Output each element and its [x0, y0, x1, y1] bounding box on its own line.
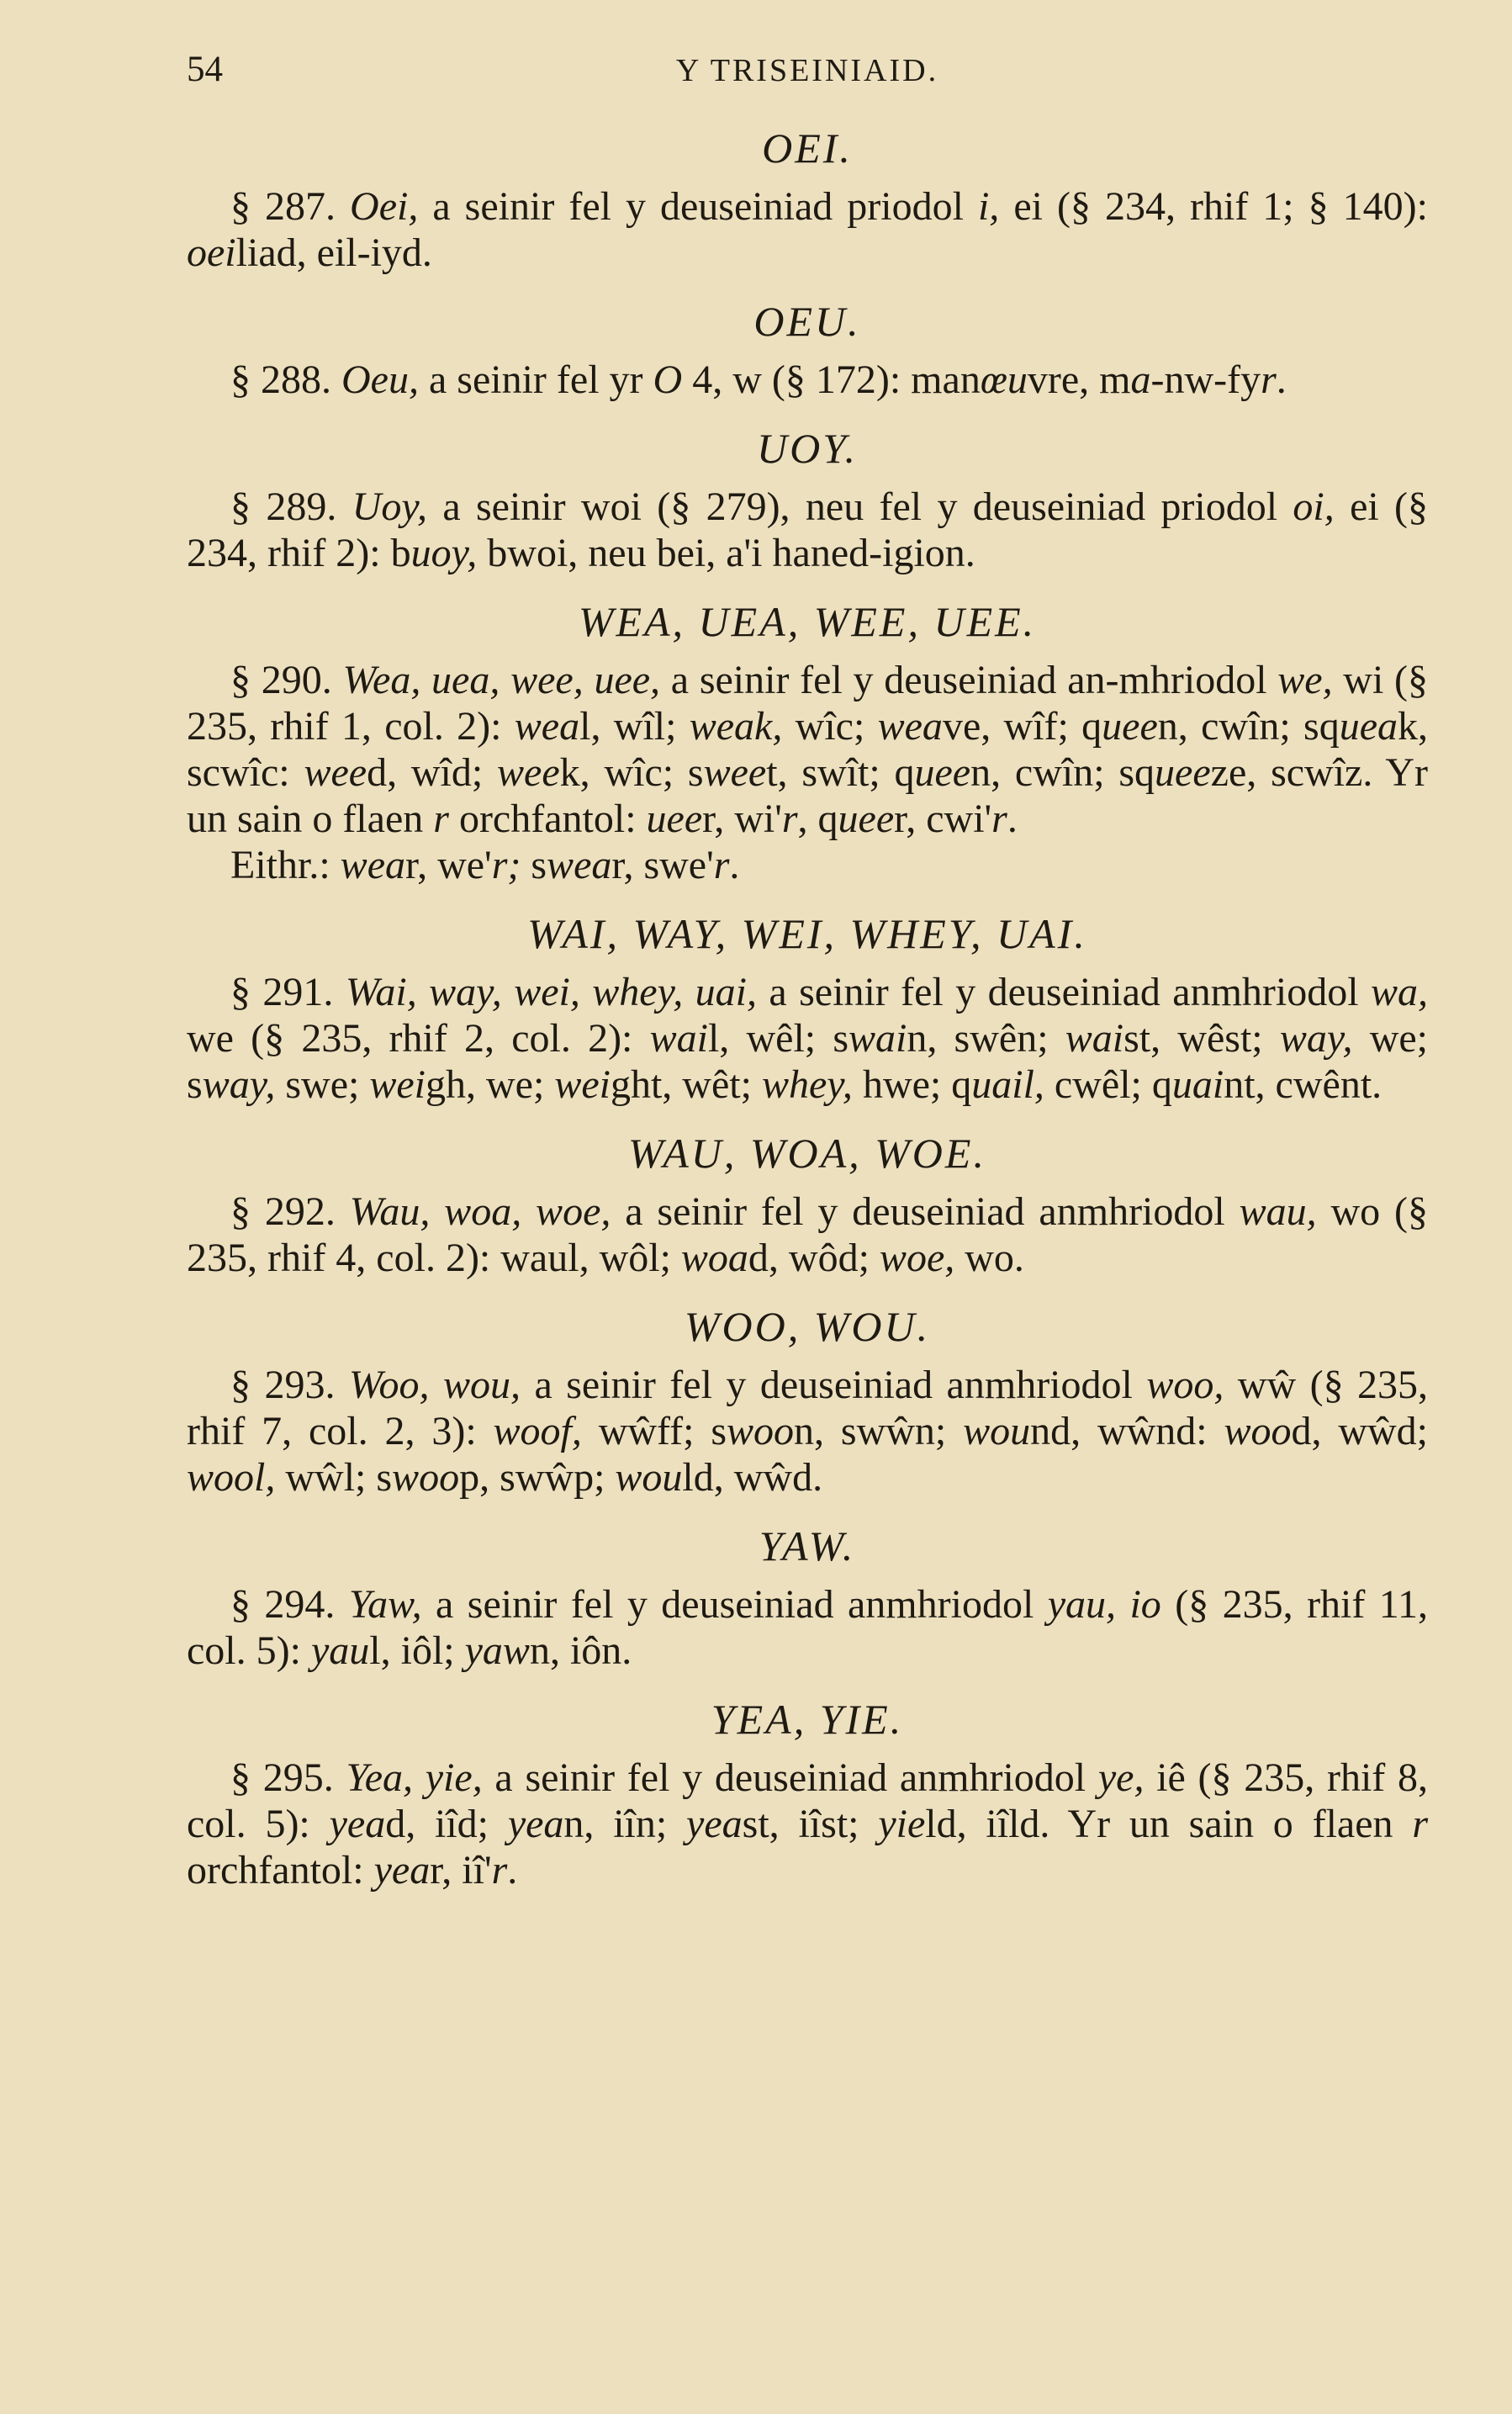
text-run: ei (§ 234, rhif 2): b — [187, 484, 1429, 575]
text-run: ght, wêt; — [610, 1062, 762, 1107]
italic-text: uea — [1339, 704, 1398, 749]
text-run: a seinir fel y deuseiniad anmhriodol — [611, 1189, 1240, 1234]
text-run: d, wôd; — [748, 1236, 880, 1280]
italic-text: uee — [838, 797, 895, 841]
italic-text: r — [781, 797, 798, 841]
text-run: wo. — [954, 1236, 1024, 1280]
page-body — [187, 123, 1428, 1893]
text-run: § 294. — [230, 1582, 349, 1627]
text-run: iê (§ 235, rhif 8, col. 5): — [187, 1755, 1429, 1846]
text-run: st, wêst; — [1123, 1016, 1280, 1061]
italic-text: woof, — [493, 1409, 582, 1453]
text-run: nd, wŵnd: — [1030, 1409, 1224, 1453]
section-heading: YAW. — [759, 1522, 856, 1570]
text-run: 4, w (§ 172): man — [682, 357, 981, 402]
text-run: a seinir fel y deuseiniad priodol — [418, 184, 978, 229]
text-run: a seinir woi (§ 279), neu fel y deuseiniad priodol — [427, 484, 1293, 529]
text-run: r, swe' — [611, 843, 714, 887]
text-run: we (§ 235, rhif 2, col. 2): — [187, 1016, 650, 1061]
italic-text: yau, — [1047, 1582, 1117, 1627]
text-run: vre, m — [1027, 357, 1131, 402]
italic-text: woa — [680, 1236, 748, 1280]
text-run: n, iôn. — [529, 1628, 632, 1673]
text-run: a seinir fel yr — [418, 357, 653, 402]
paragraph — [187, 183, 1428, 276]
text-run: nt, cwênt. — [1224, 1062, 1382, 1107]
italic-text: uoy, — [410, 531, 478, 575]
italic-text: a — [1130, 357, 1151, 402]
text-run: orchfantol: — [448, 797, 647, 841]
section-heading: UOY. — [757, 425, 858, 472]
text-run: ze, scwîz. Yr un sain o flaen — [187, 750, 1429, 841]
section-heading: WAU, WOA, WOE. — [628, 1130, 986, 1177]
italic-text: yea — [686, 1802, 743, 1846]
text-run: r, wi' — [702, 797, 782, 841]
italic-text: r — [1412, 1802, 1429, 1846]
text-run: a seinir fel y deuseiniad anmhriodol — [520, 1363, 1147, 1407]
text-run: liad, eil-iyd. — [235, 230, 432, 275]
text-run: n, cwîn; sq — [1157, 704, 1340, 749]
text-run: ld, wŵd. — [682, 1455, 823, 1500]
text-run: n, swŵn; — [794, 1409, 964, 1453]
paragraph — [187, 1581, 1428, 1674]
text-run: n, iîn; — [563, 1802, 687, 1846]
text-run: Eithr.: — [230, 843, 341, 887]
text-run: k, wîc; s — [559, 750, 704, 795]
text-run: n, cwîn; sq — [970, 750, 1155, 795]
italic-text: woe, — [879, 1236, 955, 1280]
text-run: r, iî' — [430, 1848, 492, 1893]
text-run: wi (§ 235, rhif 1, col. 2): — [187, 658, 1429, 749]
text-run: orchfantol: — [187, 1848, 374, 1893]
italic-text: uee — [914, 750, 971, 795]
italic-text: wee — [304, 750, 367, 795]
text-run: gh, we; — [426, 1062, 555, 1107]
italic-text: wai — [1065, 1016, 1124, 1061]
italic-text: wei — [369, 1062, 426, 1107]
italic-text: Oei, — [350, 184, 419, 229]
text-run: k, scwîc: — [187, 704, 1429, 795]
italic-text: wa, — [1370, 970, 1428, 1014]
italic-text: yaw — [464, 1628, 530, 1673]
text-run: (§ 235, rhif 11, col. 5): — [187, 1582, 1429, 1673]
text-run: § 289. — [230, 484, 352, 529]
italic-text: wea — [514, 704, 580, 749]
italic-text: weak, — [689, 704, 783, 749]
section-heading: OEU. — [753, 298, 861, 345]
text-run: l, wîl; — [579, 704, 690, 749]
text-run: a seinir fel y deuseiniad anmhriodol — [421, 1582, 1048, 1627]
italic-text: io — [1129, 1582, 1161, 1627]
text-run: d, iîd; — [385, 1802, 508, 1846]
italic-text: O — [653, 357, 683, 402]
text-run: a seinir fel y deuseiniad an-mhriodol — [660, 658, 1278, 702]
italic-text: r; — [491, 843, 521, 887]
text-run: . — [729, 843, 740, 887]
italic-text: Wai, way, wei, whey, uai, — [345, 970, 757, 1014]
section-heading: WEA, UEA, WEE, UEE. — [578, 598, 1037, 645]
page-number: 54 — [187, 50, 223, 89]
italic-text: wee — [497, 750, 560, 795]
text-run: § 295. — [230, 1755, 346, 1800]
text-run: hwe; q — [852, 1062, 972, 1107]
italic-text: wee — [703, 750, 767, 795]
text-run — [1116, 1582, 1129, 1627]
italic-text: wea — [547, 843, 612, 887]
italic-text: uee — [1102, 704, 1158, 749]
italic-text: wai — [849, 1016, 907, 1061]
text-run: . — [1276, 357, 1287, 402]
text-run: t, swît; q — [766, 750, 915, 795]
italic-text: yea — [373, 1848, 431, 1893]
italic-text: oi, — [1293, 484, 1335, 529]
italic-text: Oeu, — [341, 357, 419, 402]
paragraph — [187, 969, 1428, 1108]
italic-text: Wau, woa, woe, — [349, 1189, 611, 1234]
italic-text: r — [491, 1848, 508, 1893]
text-run: wîc; — [782, 704, 878, 749]
italic-text: wou — [615, 1455, 683, 1500]
text-run: n, swên; — [907, 1016, 1065, 1061]
text-run: § 293. — [230, 1363, 349, 1407]
text-run: l, iôl; — [369, 1628, 465, 1673]
text-run: a seinir fel y deuseiniad anmhriodol — [757, 970, 1371, 1014]
italic-text: wea — [877, 704, 943, 749]
italic-text: œu — [980, 357, 1028, 402]
italic-text: r — [1261, 357, 1277, 402]
running-title: Y TRISEINIAID. — [675, 53, 939, 88]
italic-text: wou — [963, 1409, 1031, 1453]
italic-text: woo — [727, 1409, 795, 1453]
italic-text: wea — [340, 843, 405, 887]
text-run: s — [521, 843, 547, 887]
text-run: ve, wîf; q — [942, 704, 1102, 749]
text-run: § 288. — [230, 357, 341, 402]
italic-text: oei — [187, 230, 236, 275]
italic-text: wool, — [187, 1455, 276, 1500]
text-run: d, wŵd; — [1291, 1409, 1429, 1453]
paragraph — [187, 1362, 1428, 1501]
text-run: -nw-fy — [1150, 357, 1261, 402]
italic-text: woo — [392, 1455, 460, 1500]
italic-text: Yea, yie, — [346, 1755, 483, 1800]
paragraph — [187, 1755, 1428, 1893]
italic-text: woo, — [1146, 1363, 1224, 1407]
italic-text: Yaw, — [348, 1582, 422, 1627]
text-run: . — [1007, 797, 1018, 841]
italic-text: we, — [1277, 658, 1333, 702]
text-run: we; s — [187, 1016, 1428, 1107]
italic-text: wei — [554, 1062, 611, 1107]
italic-text: uail, — [971, 1062, 1044, 1107]
paragraph — [187, 657, 1428, 842]
text-run: swe; — [275, 1062, 370, 1107]
italic-text: way, — [202, 1062, 276, 1107]
italic-text: uai — [1171, 1062, 1224, 1107]
section-heading: YEA, YIE. — [711, 1696, 904, 1743]
text-run: wŵ (§ 235, rhif 7, col. 2, 3): — [187, 1363, 1429, 1453]
text-run: . — [507, 1848, 518, 1893]
text-run: st, iîst; — [742, 1802, 879, 1846]
text-run: § 287. — [230, 184, 351, 229]
paragraph — [187, 842, 1428, 888]
text-run: r, we' — [405, 843, 492, 887]
italic-text: yau — [310, 1628, 370, 1673]
italic-text: uee — [646, 797, 703, 841]
italic-text: Uoy, — [352, 484, 427, 529]
text-run: l, wêl; s — [707, 1016, 849, 1061]
italic-text: yie — [878, 1802, 926, 1846]
paragraph — [187, 357, 1428, 403]
text-run: § 290. — [230, 658, 343, 702]
italic-text: Woo, wou, — [348, 1363, 521, 1407]
text-run: wo (§ 235, rhif 4, col. 2): waul, wôl; — [187, 1189, 1428, 1280]
text-run: § 291. — [230, 970, 346, 1014]
italic-text: wai — [649, 1016, 708, 1061]
text-run: a seinir fel y deuseiniad anmhriodol — [482, 1755, 1098, 1800]
italic-text: i, — [977, 184, 1000, 229]
text-run: ei (§ 234, rhif 1; § 140): — [999, 184, 1428, 229]
italic-text: uee — [1155, 750, 1211, 795]
italic-text: yea — [507, 1802, 564, 1846]
paragraph — [187, 484, 1428, 576]
text-run: wŵff; s — [581, 1409, 727, 1453]
text-run: cwêl; q — [1044, 1062, 1172, 1107]
italic-text: Wea, uea, wee, uee, — [342, 658, 661, 702]
text-run: r, cwi' — [894, 797, 992, 841]
text-run: , q — [797, 797, 838, 841]
italic-text: r — [713, 843, 730, 887]
text-run: p, swŵp; — [459, 1455, 616, 1500]
section-heading: OEI. — [762, 124, 853, 172]
text-run: bwoi, neu bei, a'i haned-igion. — [477, 531, 975, 575]
italic-text: woo — [1224, 1409, 1292, 1453]
italic-text: ye, — [1097, 1755, 1145, 1800]
text-run: wŵl; s — [275, 1455, 393, 1500]
italic-text: yea — [329, 1802, 386, 1846]
italic-text: way, — [1279, 1016, 1353, 1061]
italic-text: wau, — [1239, 1189, 1317, 1234]
italic-text: r — [433, 797, 449, 841]
text-run: § 292. — [230, 1189, 350, 1234]
text-run: ld, iîld. Yr un sain o flaen — [925, 1802, 1413, 1846]
running-head — [187, 49, 1428, 99]
paragraph — [187, 1188, 1428, 1281]
italic-text: r — [991, 797, 1007, 841]
text-run: d, wîd; — [367, 750, 498, 795]
section-heading: WAI, WAY, WEI, WHEY, UAI. — [527, 910, 1087, 957]
italic-text: whey, — [761, 1062, 853, 1107]
section-heading: WOO, WOU. — [684, 1303, 931, 1350]
